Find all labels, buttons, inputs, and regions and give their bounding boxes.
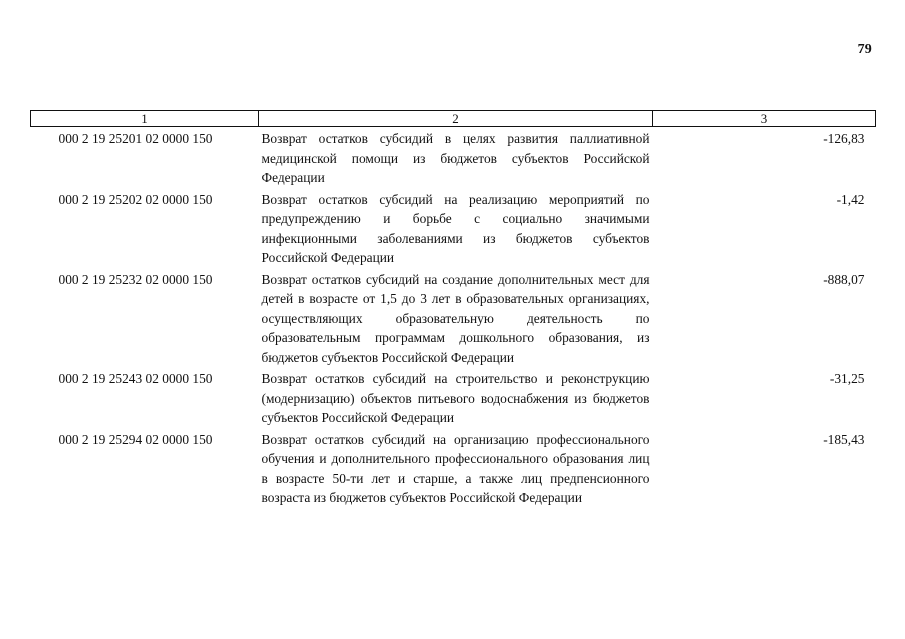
budget-value: -126,83: [823, 131, 865, 146]
budget-description: Возврат остатков субсидий на создание дополнительных мест для детей в возрасте от 1,5 до 3 лет в образовательных организациях, осуществляющих образовательную деятельность по образовательным программам дошкольного образования, из бюджетов субъектов Российской Федерации: [261, 271, 650, 365]
budget-description: Возврат остатков субсидий на реализацию мероприятий по предупреждению и борьбе с социально значимыми инфекционными заболеваниями из бюджетов субъектов Российской Федерации: [261, 191, 650, 265]
table-row: [31, 127, 876, 188]
page-number: 79: [857, 42, 872, 57]
budget-code: 000 2 19 25202 02 0000 150: [58, 191, 213, 207]
budget-description: Возврат остатков субсидий на организацию профессионального обучения и дополнительного профессионального образования лиц в возрасте 50-ти лет и старше, а также лиц предпенсионного возраста из бюджетов субъектов Российской Федерации: [261, 431, 650, 505]
header-row: [31, 111, 876, 127]
table-row: [31, 367, 876, 428]
budget-description: Возврат остатков субсидий в целях развития паллиативной медицинской помощи из бюджетов субъектов Российской Федерации: [261, 131, 650, 185]
table-row: [31, 428, 876, 508]
budget-value: -31,25: [829, 371, 865, 386]
header-col-2: 2: [259, 111, 653, 127]
table-row: [31, 188, 876, 268]
budget-description: Возврат остатков субсидий на строительство и реконструкцию (модернизацию) объектов питьевого водоснабжения из бюджетов субъектов Российской Федерации: [261, 371, 650, 425]
header-col-1: 1: [31, 111, 259, 127]
budget-code: 000 2 19 25232 02 0000 150: [58, 271, 213, 287]
budget-table: [30, 110, 876, 508]
budget-value: -185,43: [823, 431, 865, 447]
table-row: [31, 268, 876, 368]
budget-code: 000 2 19 25243 02 0000 150: [58, 371, 213, 386]
table-header: [31, 111, 876, 127]
budget-code: 000 2 19 25294 02 0000 150: [58, 431, 213, 447]
header-col-3: 3: [653, 111, 876, 127]
table-body: [31, 127, 876, 508]
budget-value: -888,07: [823, 271, 865, 287]
budget-value: -1,42: [836, 191, 865, 207]
budget-code: 000 2 19 25201 02 0000 150: [58, 131, 213, 146]
